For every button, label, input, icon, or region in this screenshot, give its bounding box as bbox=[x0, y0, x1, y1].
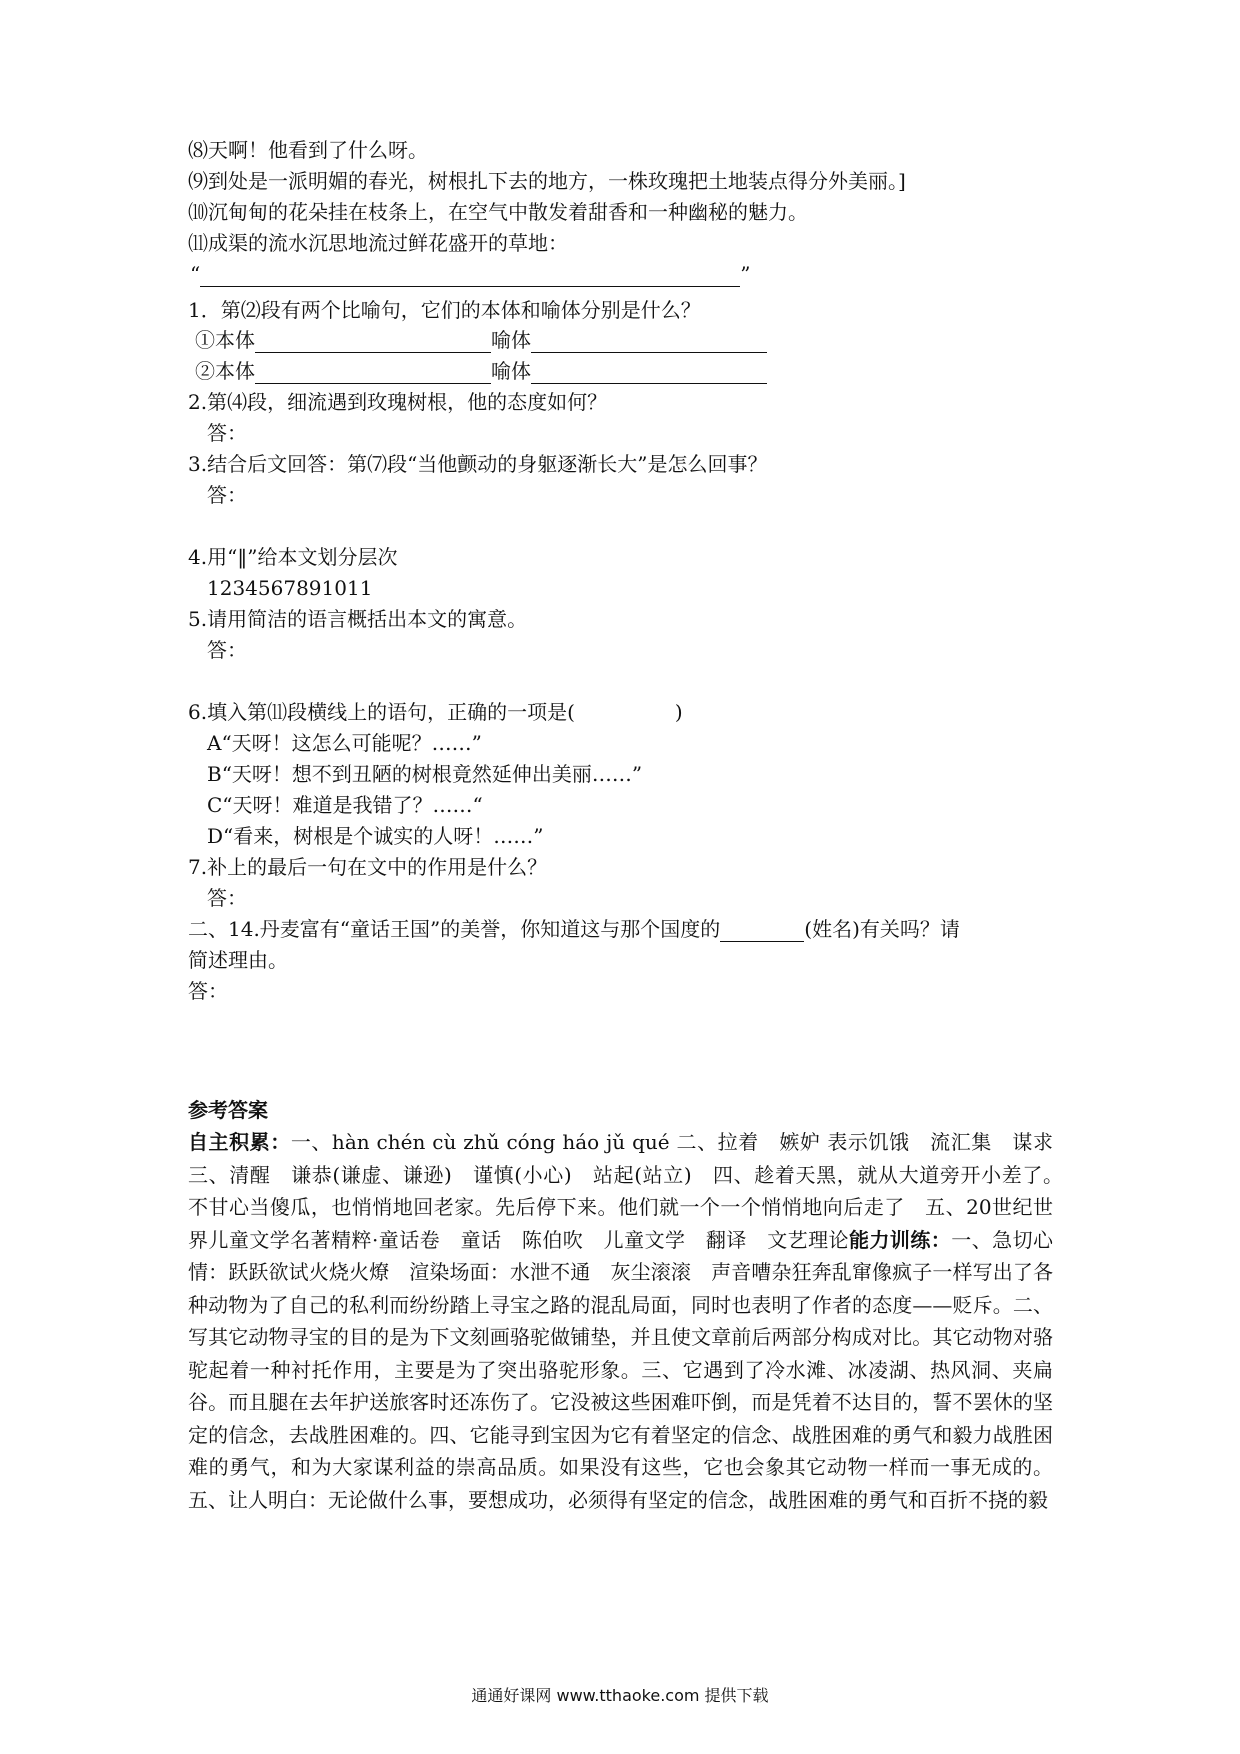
passage-paragraph-11: ⑾成渠的流水沉思地流过鲜花盛开的草地： bbox=[188, 231, 568, 255]
question-14-line2: 简述理由。 bbox=[188, 948, 288, 972]
question-6: 6.填入第⑾段横线上的语句，正确的一项是( ) bbox=[188, 700, 683, 724]
question-1-row-b bbox=[195, 355, 767, 387]
section-label-self-accumulation: 自主积累： bbox=[188, 1130, 291, 1154]
name-blank bbox=[720, 919, 804, 942]
answer-blank bbox=[255, 361, 491, 384]
question-14-text: 二、14.丹麦富有“童话王国”的美誉，你知道这与那个国度的 bbox=[188, 917, 721, 941]
passage-paragraph-9: ⑼到处是一派明媚的春光，树根扎下去的地方，一株玫瑰把土地装点得分外美丽。] bbox=[188, 169, 906, 193]
question-3: 3.结合后文回答：第⑺段“当他颤动的身躯逐渐长大”是怎么回事？ bbox=[188, 452, 768, 476]
question-14-answer: 答： bbox=[188, 979, 228, 1003]
answer-label: 答： bbox=[207, 483, 247, 507]
ability-training-text: 一、急切心情：跃跃欲试火烧火燎 渲染场面：水泄不通 灰尘滚滚 声音嘈杂狂奔乱窜像疯子一样写出了各种动物为了自己的私利而纷纷踏上寻宝之路的混乱局面，同时也表明了作者的态度——贬斥。二、写其它动物寻宝的目的是为下文刻画骆驼做铺垫，并且使文章前后两部分构成对比。其它动物对骆驼起着一种衬托作用，主要是为了突出骆驼形象。三、它遇到了冷水滩、冰凌湖、热风洞、夹扁谷。而且腿在去年护送旅客时还冻伤了。它没被这些困难吓倒，而是凭着不达目的，誓不罢休的坚定的信念，去战胜困难的。四、它能寻到宝因为它有着坚定的信念、战胜困难的勇气和毅力战胜困难的勇气，和为大家谋利益的崇高品质。如果没有这些，它也会象其它动物一样而一事无成的。五、让人明白：无论做什么事，要想成功，必须得有坚定的信念，战胜困难的勇气和百折不挠的毅 bbox=[188, 1227, 1054, 1512]
reference-answers-title: 参考答案 bbox=[188, 1098, 268, 1122]
question-5: 5.请用简洁的语言概括出本文的寓意。 bbox=[188, 607, 528, 631]
passage-paragraph-8: ⑻天啊！他看到了什么呀。 bbox=[188, 138, 428, 162]
section-label-ability-training: 能力训练： bbox=[849, 1227, 952, 1252]
vehicle-label: 喻体 bbox=[491, 359, 531, 383]
passage-paragraph-10: ⑽沉甸甸的花朵挂在枝条上，在空气中散发着甜香和一种幽秘的魅力。 bbox=[188, 200, 808, 224]
tenor-label: ①本体 bbox=[195, 328, 255, 352]
quote-open: “ bbox=[190, 262, 201, 286]
page-footer: 通通好课网 www.tthaoke.com 提供下载 bbox=[471, 1686, 769, 1705]
option-b: B“天呀！想不到丑陋的树根竟然延伸出美丽……” bbox=[207, 762, 643, 786]
answer-label: 答： bbox=[207, 421, 247, 445]
quote-close: ” bbox=[740, 262, 751, 286]
answer-label: 答： bbox=[207, 638, 247, 662]
question-14 bbox=[188, 913, 960, 945]
question-4: 4.用“‖”给本文划分层次 bbox=[188, 545, 398, 569]
blank-quote-line bbox=[190, 258, 750, 290]
question-1: 1．第⑵段有两个比喻句，它们的本体和喻体分别是什么？ bbox=[188, 298, 701, 322]
answer-blank bbox=[255, 330, 491, 353]
question-1-row-a bbox=[195, 324, 767, 356]
reference-answers-body bbox=[188, 1126, 1073, 1516]
question-7: 7.补上的最后一句在文中的作用是什么？ bbox=[188, 855, 548, 879]
question-14-text-cont: (姓名)有关吗？请 bbox=[804, 917, 960, 941]
question-2: 2.第⑷段，细流遇到玫瑰树根，他的态度如何？ bbox=[188, 390, 608, 414]
fill-blank-line bbox=[200, 264, 740, 287]
tenor-label: ②本体 bbox=[195, 359, 255, 383]
answer-blank bbox=[531, 330, 767, 353]
vehicle-label: 喻体 bbox=[491, 328, 531, 352]
paragraph-digits: 1234567891011 bbox=[207, 576, 373, 600]
option-c: C“天呀！难道是我错了？……“ bbox=[207, 793, 483, 817]
self-accumulation-text: 一、hàn chén cù zhǔ cóng háo jǔ qué 二、拉着 嫉妒 表示饥饿 流汇集 谋求 三、清醒 谦恭(谦虚、谦逊) 谨慎(小心) 站起(站立) 四、趁着天黑，就从大道旁开小差了。 不甘心当傻瓜，也悄悄地回老家。先后停下来。他们就一个一个悄悄地向后走了 五、20世纪世界儿童文学名著精粹·童话卷 童话 陈伯吹 儿童文学 翻译 文艺理论 bbox=[188, 1130, 1073, 1252]
option-d: D“看来，树根是个诚实的人呀！……” bbox=[207, 824, 544, 848]
option-a: A“天呀！这怎么可能呢？……” bbox=[207, 731, 482, 755]
answer-blank bbox=[531, 361, 767, 384]
answer-label: 答： bbox=[207, 886, 247, 910]
